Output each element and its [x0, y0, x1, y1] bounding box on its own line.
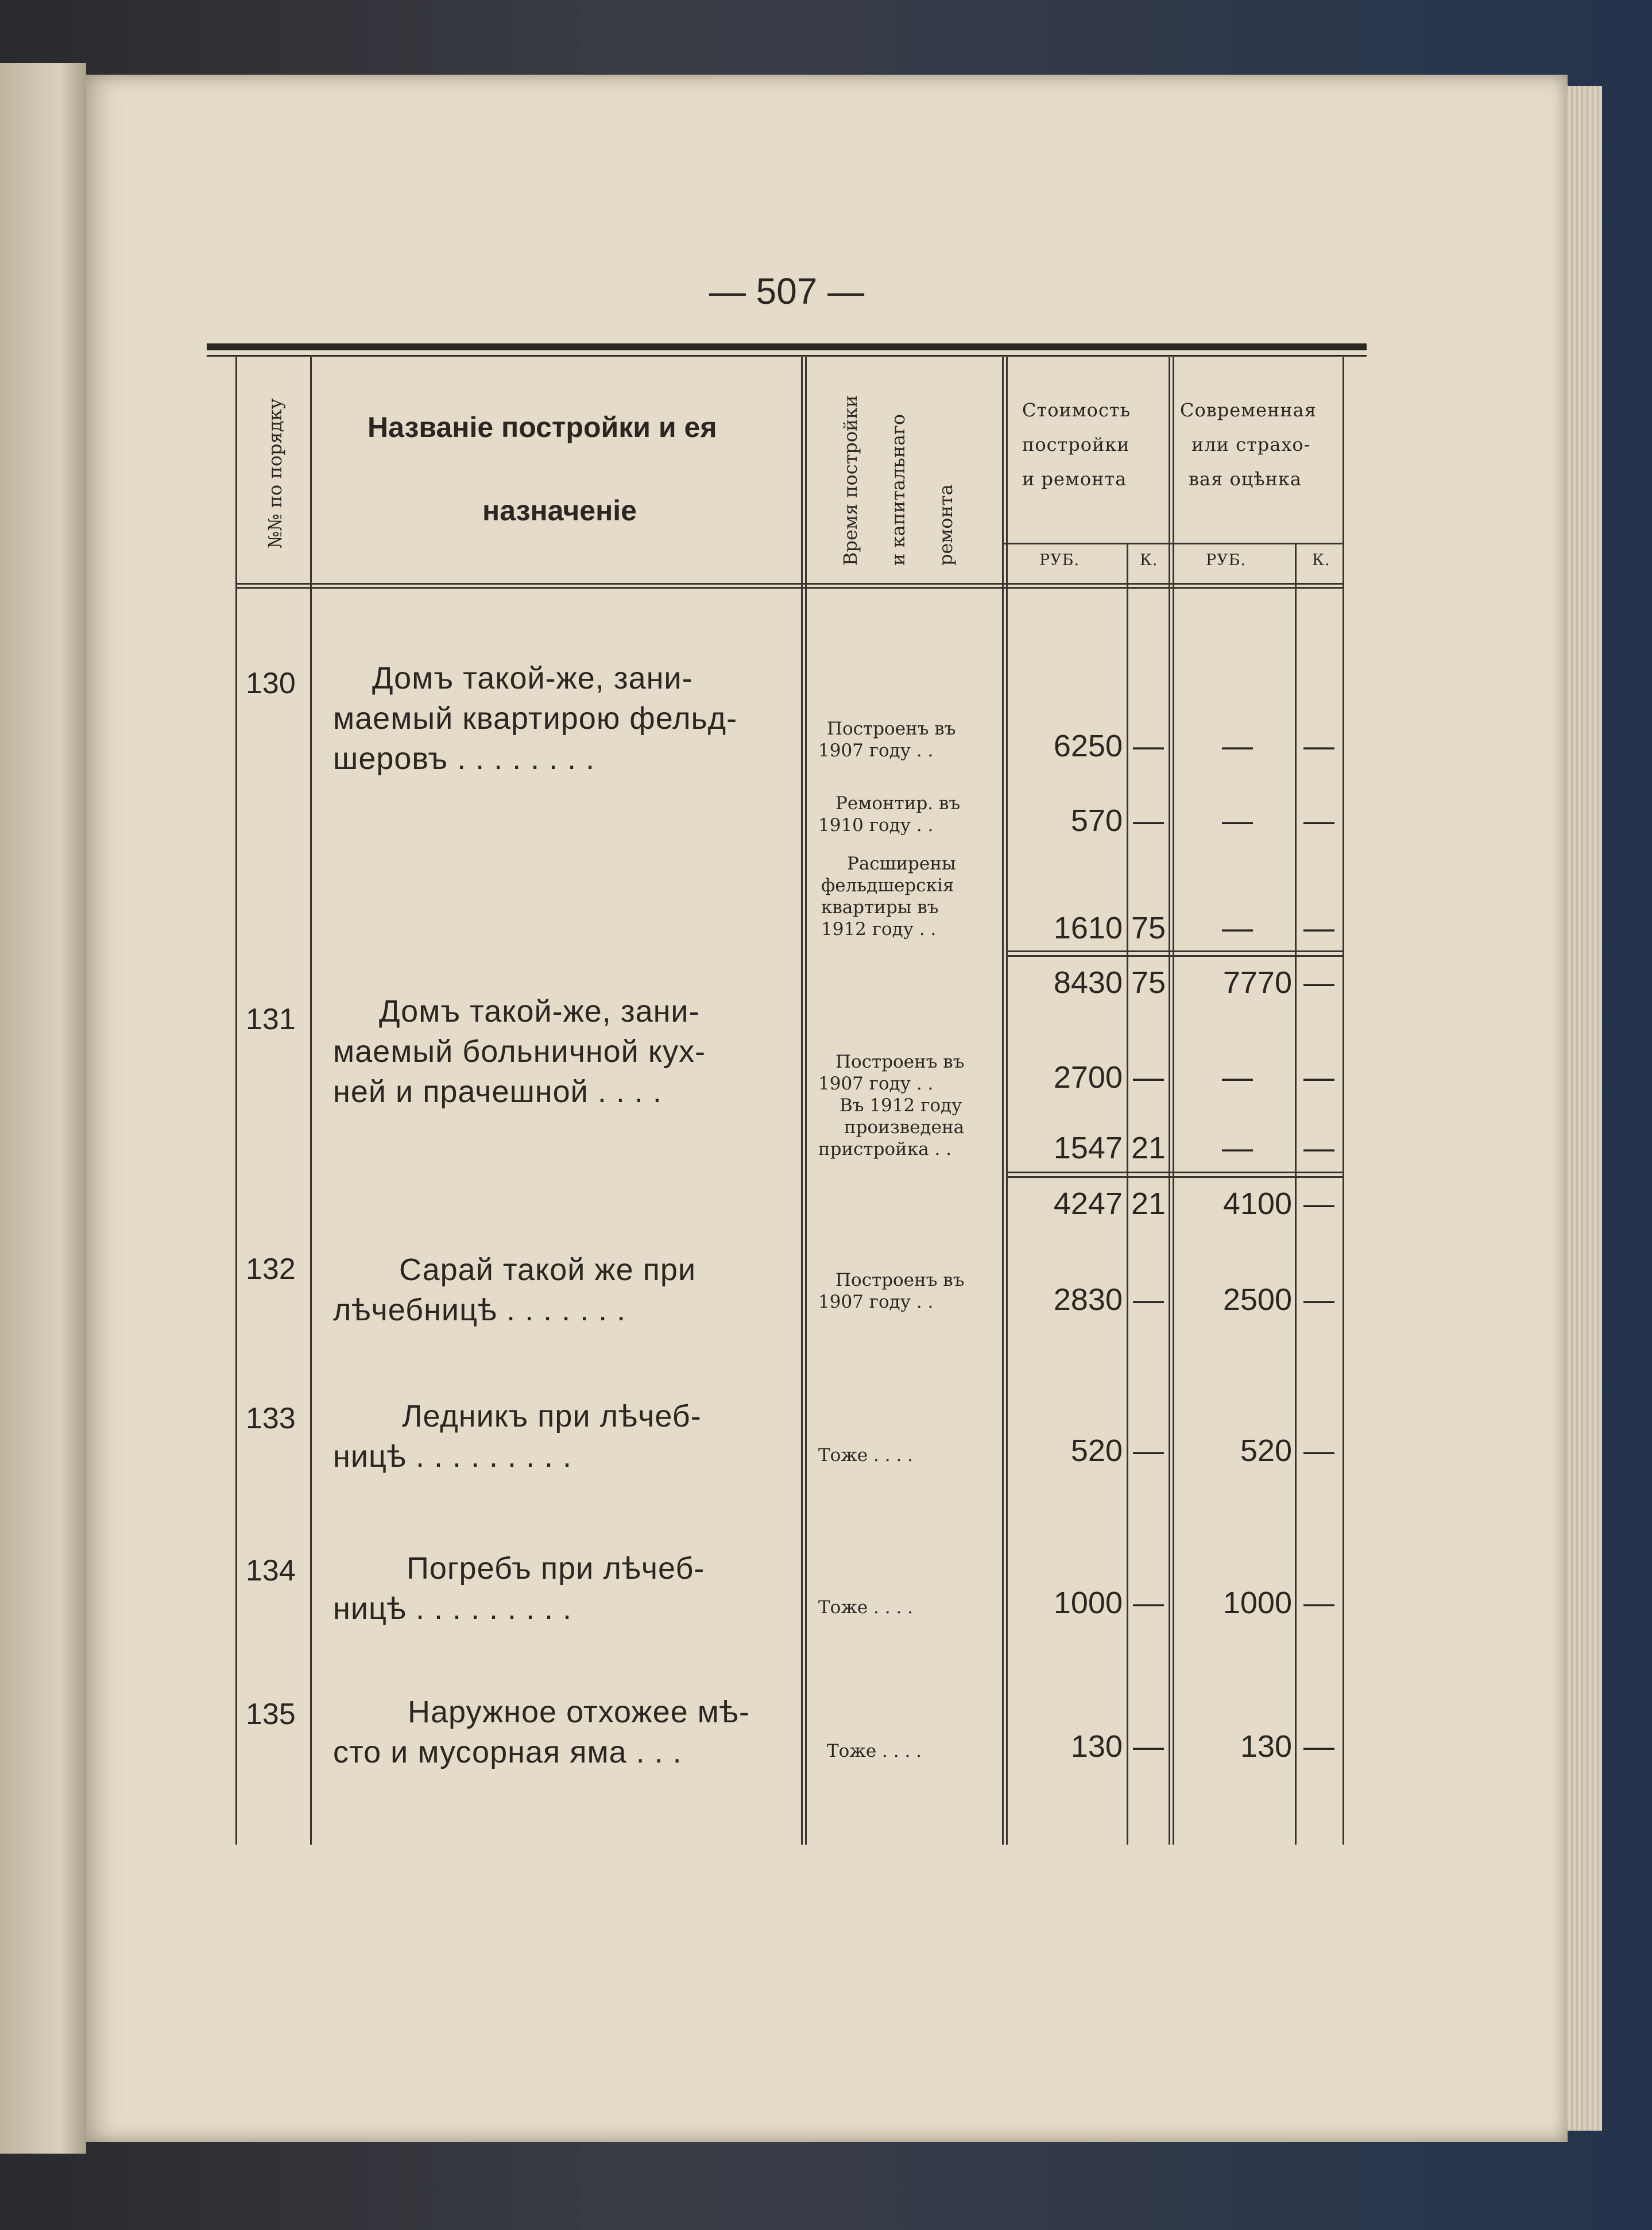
header-col-est-2: или страхо- [1191, 434, 1311, 455]
col-line-num [235, 357, 237, 1845]
col-line-time [1002, 357, 1004, 1845]
est-rub: 1000 [1222, 1586, 1292, 1620]
row-time: Тоже . . . . [818, 1597, 914, 1618]
est-kop: — [1303, 1282, 1334, 1317]
row-time-line: квартиры въ [821, 897, 939, 918]
row-number: 135 [246, 1698, 296, 1731]
total-est-kop: — [1303, 965, 1334, 1000]
total-cost-kop: 75 [1131, 965, 1166, 1000]
row-name-line: ней и прачешной . . . . [333, 1075, 662, 1109]
cost-kop: — [1133, 729, 1164, 763]
est-rub: 2500 [1222, 1282, 1292, 1317]
subtotal-line [1006, 1172, 1343, 1173]
header-col-num: №№ по порядку [264, 398, 286, 548]
total-est-kop: — [1303, 1187, 1334, 1221]
subtotal-line-2 [1006, 1176, 1343, 1178]
col-line-time-2 [1006, 357, 1008, 1845]
header-col-time-1: Время постройки [839, 395, 861, 566]
est-rub: — [1222, 729, 1253, 763]
est-kop: — [1303, 1586, 1334, 1620]
est-kop: — [1303, 1131, 1334, 1165]
row-name-line: Домъ такой-же, зани- [379, 994, 700, 1029]
header-col-cost-3: и ремонта [1022, 468, 1127, 490]
est-kop: — [1303, 729, 1334, 763]
cost-rub: 2700 [1053, 1060, 1123, 1095]
row-name-line: Погребъ при лѣчеб- [407, 1551, 705, 1586]
header-col-est-1: Современная [1180, 399, 1317, 421]
cost-rub: 1000 [1053, 1586, 1123, 1620]
row-name-line: лѣчебницѣ . . . . . . . [333, 1293, 626, 1327]
left-page-edge [0, 63, 86, 2154]
est-kop: — [1303, 803, 1334, 838]
row-time-line: Построенъ въ [835, 1270, 965, 1290]
top-rule-thick [207, 343, 1367, 350]
row-time-line: произведена [844, 1117, 965, 1138]
row-time-line: 1912 году . . [821, 919, 937, 940]
row-number: 130 [246, 667, 296, 700]
row-time-line: 1907 году . . [818, 1073, 934, 1094]
header-rub-cost: РУБ. [1039, 551, 1080, 569]
cost-rub: 570 [1070, 803, 1123, 838]
cost-rub: 6250 [1053, 729, 1123, 763]
est-rub: — [1222, 1131, 1253, 1165]
header-kop-est: К. [1312, 551, 1330, 569]
col-line-num-2 [310, 357, 312, 1845]
col-line-name-2 [805, 357, 807, 1845]
est-kop: — [1303, 1433, 1334, 1468]
total-est-rub: 7770 [1222, 965, 1292, 1000]
header-bottom-line [235, 583, 1344, 585]
cost-rub: 1547 [1053, 1131, 1123, 1165]
cost-kop: 75 [1131, 911, 1166, 945]
est-rub: — [1222, 911, 1253, 945]
row-name-line: Домъ такой-же, зани- [372, 661, 693, 695]
cost-rub: 520 [1070, 1433, 1123, 1468]
row-number: 133 [246, 1402, 296, 1435]
header-col-time-3: ремонта [935, 484, 957, 566]
row-time-line: Ремонтир. въ [835, 793, 961, 814]
top-rule-thin [207, 355, 1367, 357]
row-time-line: Расширены [847, 853, 956, 874]
est-kop: — [1303, 911, 1334, 945]
total-cost-rub: 4247 [1053, 1187, 1123, 1221]
page-stack-edge [1568, 86, 1602, 2131]
header-col-name-1: Названіе постройки и ея [367, 411, 717, 443]
row-time-line: Построенъ въ [835, 1052, 965, 1072]
total-est-rub: 4100 [1222, 1187, 1292, 1221]
cost-kop: — [1133, 803, 1164, 838]
row-time-line: Въ 1912 году [839, 1095, 962, 1116]
est-rub: — [1222, 803, 1253, 838]
row-time: Тоже . . . . [827, 1741, 922, 1761]
subtotal-line [1006, 950, 1343, 952]
est-kop: — [1303, 1060, 1334, 1095]
row-name-line: Сарай такой же при [399, 1253, 697, 1287]
cost-rub: 1610 [1053, 911, 1123, 945]
col-line-cost-2 [1173, 357, 1174, 1845]
row-number: 134 [246, 1554, 296, 1587]
est-rub: — [1222, 1060, 1253, 1095]
row-time-line: фельдшерскія [821, 875, 954, 896]
row-name-line: сто и мусорная яма . . . [333, 1735, 682, 1769]
total-cost-rub: 8430 [1053, 965, 1123, 1000]
header-col-cost-1: Стоимость [1022, 399, 1131, 421]
row-name-line: маемый квартирою фельд- [333, 701, 738, 736]
header-col-cost-2: постройки [1022, 434, 1130, 455]
row-time-line: пристройка . . [818, 1139, 952, 1160]
header-col-name-2: назначеніе [482, 494, 637, 527]
header-bottom-line-2 [235, 587, 1344, 589]
row-name-line: ницѣ . . . . . . . . . [333, 1591, 572, 1626]
est-rub: 130 [1240, 1729, 1292, 1764]
cost-kop: — [1133, 1586, 1164, 1620]
cost-kop: — [1133, 1729, 1164, 1764]
cost-rub: 130 [1070, 1729, 1123, 1764]
row-time-line: 1907 году . . [818, 740, 934, 761]
total-cost-kop: 21 [1131, 1187, 1166, 1221]
cost-kop: — [1133, 1282, 1164, 1317]
page-number: — 507 — [709, 270, 865, 312]
subtotal-line-2 [1006, 955, 1343, 957]
row-number: 132 [246, 1253, 296, 1286]
est-kop: — [1303, 1729, 1334, 1764]
col-line-name [801, 357, 803, 1845]
cost-rub: 2830 [1053, 1282, 1123, 1317]
row-name-line: Наружное отхожее мѣ- [408, 1695, 750, 1729]
row-time-line: 1910 году . . [818, 815, 934, 836]
col-line-right [1343, 357, 1344, 1845]
row-name-line: шеровъ . . . . . . . . [333, 741, 595, 776]
row-name-line: Ледникъ при лѣчеб- [402, 1399, 702, 1433]
cost-kop: — [1133, 1060, 1164, 1095]
header-col-time-2: и капитальнаго [887, 413, 909, 566]
row-time-line: 1907 году . . [818, 1292, 934, 1312]
row-number: 131 [246, 1003, 296, 1036]
cost-kop: — [1133, 1433, 1164, 1468]
row-time: Тоже . . . . [818, 1445, 914, 1466]
header-rub-est: РУБ. [1206, 551, 1247, 569]
cost-kop: 21 [1131, 1131, 1166, 1165]
row-time-line: Построенъ въ [827, 718, 956, 739]
book-page [86, 75, 1568, 2142]
col-line-cost [1169, 357, 1170, 1845]
row-name-line: маемый больничной кух- [333, 1034, 706, 1069]
row-name-line: ницѣ . . . . . . . . . [333, 1439, 572, 1474]
est-rub: 520 [1240, 1433, 1292, 1468]
header-kop-cost: К. [1140, 551, 1158, 569]
header-col-est-3: вая оцѣнка [1189, 468, 1302, 490]
